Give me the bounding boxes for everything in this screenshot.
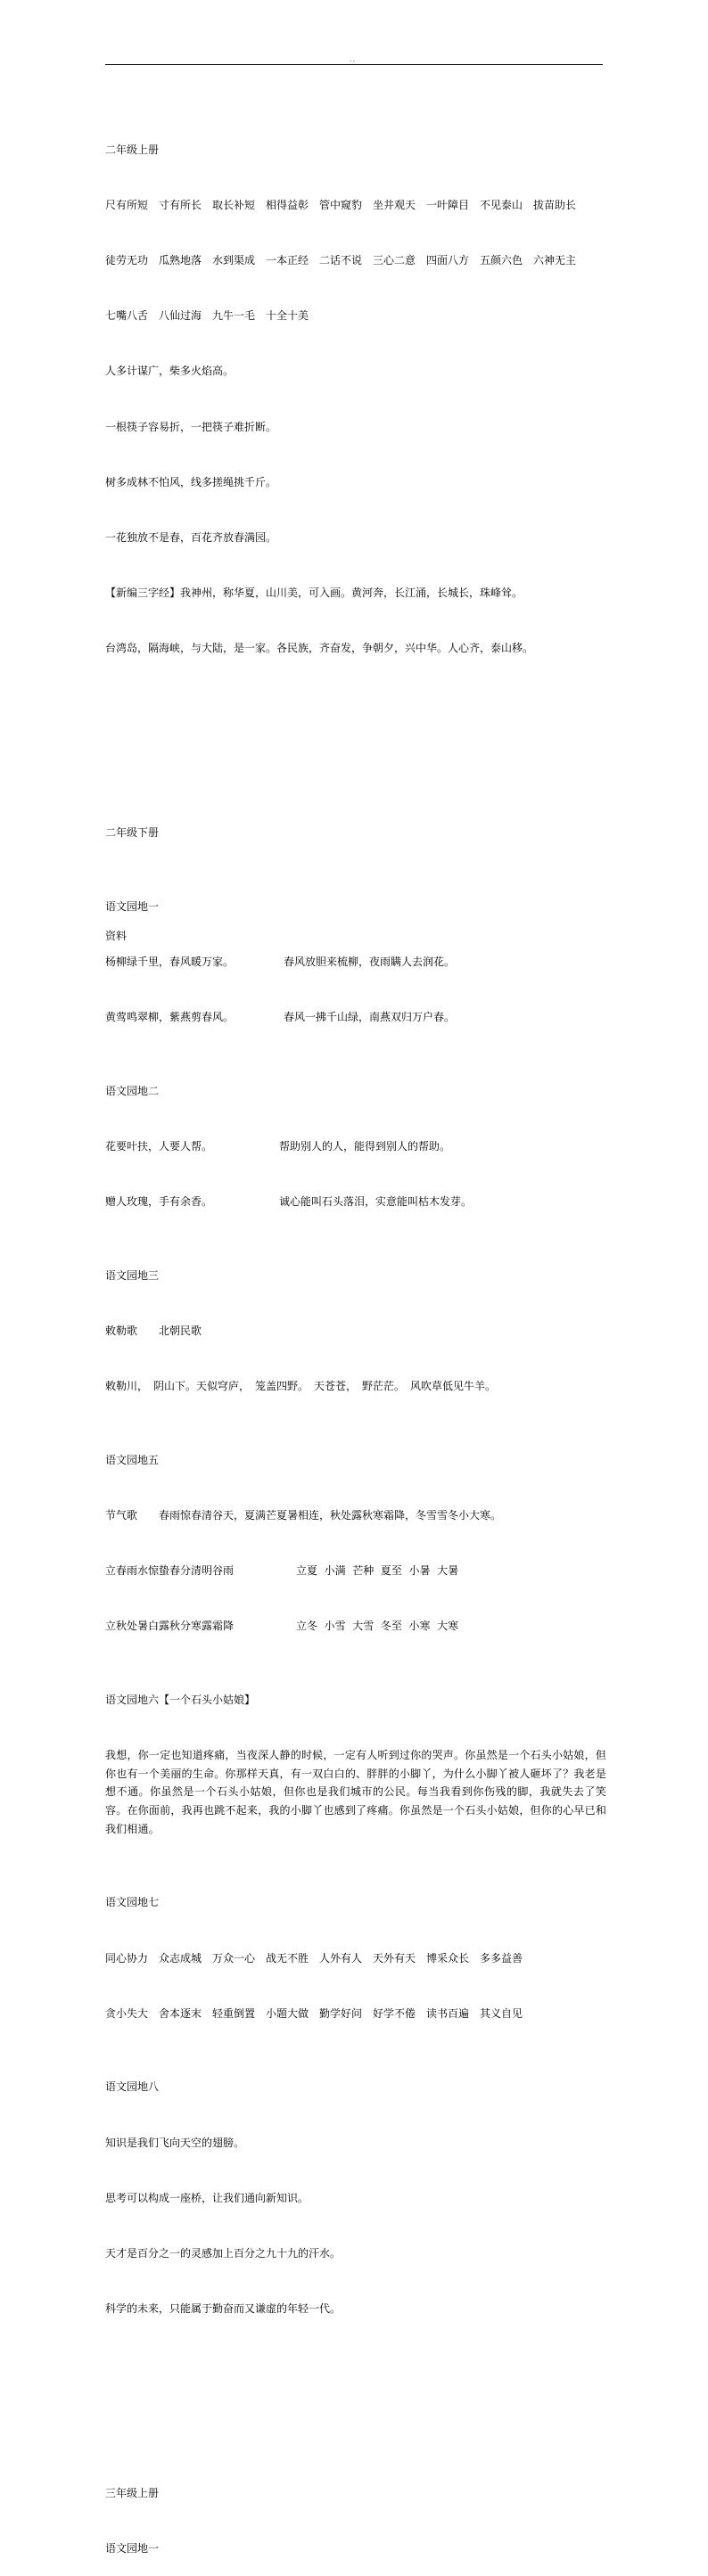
story-paragraph: 我想，你一定也知道疼痛，当夜深人静的时候，一定有人听到过你的哭声。你虽然是一个石头小姑娘，但你也有一个美丽的生命。你那样天真，有一双白白的、胖胖的小脚丫，为什么小脚丫被人砸坏了？我老是想不通。你虽然是一个石头小姑娘，但你也是我们城市的公民。每当我看到你伤残的脚，我就失去了笑容。在你面前，我再也跳不起来，我的小脚丫也感到了疼痛。你虽然是一个石头小姑娘，但你的心早已和我们相通。	[105, 1748, 606, 1835]
proverb-left: 花要叶扶，人要人帮。	[105, 1139, 213, 1153]
proverb-left: 赠人玫瑰，手有余香。	[105, 1194, 213, 1208]
solar-terms-left: 立春雨水惊蛰春分清明谷雨	[105, 1563, 235, 1577]
header-marker: ..	[350, 55, 357, 63]
solar-terms-row	[105, 1617, 606, 1636]
section-title: 三年级上册	[105, 2486, 160, 2499]
text-line: 树多成林不怕风，线多搓绳挑千斤。	[105, 475, 277, 488]
section-title: 二年级上册	[105, 144, 160, 157]
couplet-left: 杨柳绿千里，春风暖万家。	[105, 955, 235, 968]
idiom-line: 徒劳无功 瓜熟地落 水到渠成 一本正经 二话不说 三心二意 四面八方 五颜六色 六神无主	[105, 254, 577, 267]
idiom-line: 尺有所短 寸有所长 取长补短 相得益彰 管中窥豹 坐井观天 一叶障目 不见泰山 拔苗助长	[105, 199, 577, 212]
subsection-title: 语文园地二	[105, 1084, 160, 1097]
quote-line: 思考可以构成一座桥，让我们通向新知识。	[105, 2191, 309, 2204]
solar-terms-right: 立夏 小满 芒种 夏至 小暑 大暑	[296, 1563, 459, 1577]
solar-terms-right: 立冬 小雪 大雪 冬至 小寒 大寒	[296, 1619, 459, 1632]
header-rule	[105, 64, 603, 65]
subsection-title: 语文园地五	[105, 1453, 160, 1466]
section-title: 二年级下册	[105, 825, 160, 839]
quote-line: 知识是我们飞向天空的翅膀。	[105, 2136, 245, 2149]
couplet-right: 春风一拂千山绿，南燕双归万户春。	[284, 1010, 456, 1023]
couplet-row	[105, 1008, 606, 1027]
text-line: 一花独放不是春，百花齐放春满园。	[105, 530, 277, 544]
subsection-title: 语文园地一	[105, 2541, 160, 2555]
text-line: 台湾岛，隔海峡，与大陆，是一家。各民族，齐奋发，争朝夕，兴中华。人心齐，泰山移。	[105, 641, 534, 654]
proverb-row	[105, 1137, 606, 1156]
solar-terms-left: 立秋处暑白露秋分寒露霜降	[105, 1619, 235, 1632]
text-line: 【新编三字经】我神州，称华夏，山川美，可入画。黄河奔，长江涌，长城长，珠峰耸。	[105, 586, 523, 599]
proverb-row	[105, 1193, 606, 1211]
proverb-right: 帮助别人的人，能得到别人的帮助。	[279, 1139, 451, 1153]
poem-text: 敕勒川， 阴山下。天似穹庐， 笼盖四野。 天苍苍， 野茫茫。 风吹草低见牛羊。	[105, 1379, 497, 1392]
subsection-title: 语文园地一	[105, 899, 160, 913]
subsection-title: 语文园地七	[105, 1896, 160, 1909]
couplet-left: 黄莺鸣翠柳，紫燕剪春风。	[105, 1010, 235, 1023]
solar-terms-row	[105, 1562, 606, 1580]
text-line: 人多计谋广，柴多火焰高。	[105, 365, 235, 378]
solar-terms-song: 节气歌 春雨惊春清谷天，夏满芒夏暑相连，秋处露秋寒霜降，冬雪雪冬小大寒。	[105, 1508, 502, 1522]
text-line: 一根筷子容易折，一把筷子难折断。	[105, 420, 277, 433]
subsection-title: 语文园地八	[105, 2080, 160, 2094]
quote-line: 科学的未来，只能属于勤奋而又谦虚的年轻一代。	[105, 2301, 342, 2315]
couplet-row	[105, 953, 606, 972]
subsection-title: 语文园地三	[105, 1268, 160, 1282]
idiom-line: 贪小失大 舍本逐末 轻重倒置 小题大做 勤学好问 好学不倦 读书百遍 其义自见	[105, 2006, 523, 2020]
subsection-title: 语文园地六【一个石头小姑娘】	[105, 1693, 256, 1706]
proverb-right: 诚心能叫石头落泪，实意能叫枯木发芽。	[279, 1194, 473, 1208]
idiom-line: 七嘴八舌 八仙过海 九牛一毛 十全十美	[105, 309, 309, 323]
idiom-line: 同心协力 众志成城 万众一心 战无不胜 人外有人 天外有天 博采众长 多多益善	[105, 1951, 523, 1965]
couplet-right: 春风放胆来梳柳，夜雨瞒人去润花。	[284, 955, 456, 968]
quote-line: 天才是百分之一的灵感加上百分之九十九的汗水。	[105, 2246, 342, 2260]
footer-label: 资料	[105, 930, 128, 942]
document-body	[105, 86, 606, 2576]
poem-title: 敕勒歌 北朝民歌	[105, 1324, 202, 1337]
